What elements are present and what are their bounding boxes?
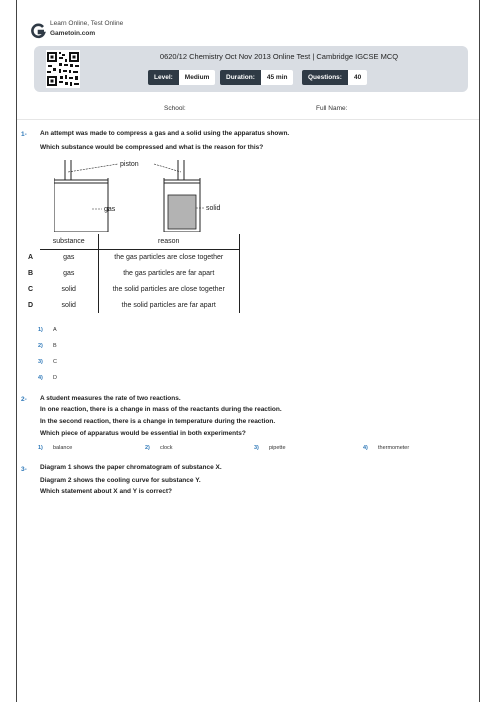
- gas-container: [54, 160, 108, 232]
- question-2-number: 2-: [21, 396, 27, 403]
- qr-code-icon: [46, 50, 80, 88]
- level-value: Medium: [179, 70, 216, 85]
- questions-value: 40: [348, 70, 367, 85]
- table-cell: A: [28, 253, 34, 261]
- brand: [30, 20, 230, 42]
- solid-label: solid: [206, 205, 221, 212]
- level-label: Level:: [148, 70, 179, 85]
- q2-option-1-number[interactable]: 1): [38, 445, 43, 451]
- table-cell: the gas particles are close together: [98, 249, 240, 265]
- duration-label: Duration:: [220, 70, 261, 85]
- q1-option-3-number[interactable]: 3): [38, 359, 43, 365]
- table-cell: solid: [40, 297, 98, 313]
- school-field[interactable]: School:: [164, 105, 186, 112]
- q2-option-1-text[interactable]: balance: [53, 445, 73, 451]
- table-row: [28, 265, 240, 281]
- table-cell: the solid particles are far apart: [98, 297, 240, 313]
- q1-option-1-number[interactable]: 1): [38, 327, 43, 333]
- table-cell: B: [28, 269, 34, 277]
- question-2-line-2: In one reaction, there is a change in mass of the reactants during the reaction.: [40, 406, 282, 413]
- q1-option-4-number[interactable]: 4): [38, 375, 43, 381]
- table-cell: gas: [40, 249, 98, 265]
- gas-label: gas: [104, 206, 116, 213]
- level-tag: [148, 70, 215, 85]
- table-row: [28, 281, 240, 297]
- question-3-line-3: Which statement about X and Y is correct?: [40, 488, 172, 495]
- piston-label: piston: [120, 161, 139, 168]
- question-2-line-4: Which piece of apparatus would be essential in both experiments?: [40, 430, 246, 437]
- duration-tag: [220, 70, 293, 85]
- question-3-number: 3-: [21, 466, 27, 473]
- test-title: 0620/12 Chemistry Oct Nov 2013 Online Test | Cambridge IGCSE MCQ: [159, 52, 399, 61]
- brand-site: Gametoin.com: [50, 30, 96, 37]
- table-cell: the solid particles are close together: [98, 281, 240, 297]
- q2-option-3-text[interactable]: pipette: [269, 445, 286, 451]
- table-row: [28, 297, 240, 313]
- q1-option-3-text[interactable]: C: [53, 359, 57, 365]
- q1-option-1-text[interactable]: A: [53, 327, 57, 333]
- table-header-row: [28, 234, 240, 249]
- question-1-line-2: Which substance would be compressed and what is the reason for this?: [40, 144, 264, 151]
- q2-option-4-text[interactable]: thermometer: [378, 445, 410, 451]
- question-1-table: [28, 234, 240, 313]
- table-cell: solid: [40, 281, 98, 297]
- divider: [17, 119, 479, 120]
- question-3-line-2: Diagram 2 shows the cooling curve for substance Y.: [40, 477, 201, 484]
- fullname-field[interactable]: Full Name:: [316, 105, 348, 112]
- q1-option-4-text[interactable]: D: [53, 375, 57, 381]
- brand-tagline: Learn Online, Test Online: [50, 20, 124, 27]
- questions-tag: [302, 70, 367, 85]
- question-1-line-1: An attempt was made to compress a gas and a solid using the apparatus shown.: [40, 130, 290, 137]
- q2-option-2-number[interactable]: 2): [145, 445, 150, 451]
- duration-value: 45 min: [261, 70, 294, 85]
- table-cell: D: [28, 301, 34, 309]
- q2-option-4-number[interactable]: 4): [363, 445, 368, 451]
- question-3-line-1: Diagram 1 shows the paper chromatogram of substance X.: [40, 464, 222, 471]
- table-row: [28, 249, 240, 265]
- q1-option-2-number[interactable]: 2): [38, 343, 43, 349]
- table-header: substance: [40, 234, 98, 249]
- table-header: reason: [98, 234, 240, 249]
- table-header: [28, 234, 40, 249]
- question-2-line-3: In the second reaction, there is a change in temperature during the reaction.: [40, 418, 276, 425]
- test-header: [34, 46, 468, 92]
- table-cell: the gas particles are far apart: [98, 265, 240, 281]
- gametoin-logo-icon: [30, 23, 46, 39]
- questions-label: Questions:: [302, 70, 348, 85]
- q2-option-2-text[interactable]: clock: [160, 445, 173, 451]
- table-cell: C: [28, 285, 34, 293]
- q1-option-2-text[interactable]: B: [53, 343, 57, 349]
- compression-apparatus-diagram: [54, 158, 254, 232]
- q2-option-3-number[interactable]: 3): [254, 445, 259, 451]
- page-border: [16, 0, 480, 702]
- question-1-number: 1-: [21, 131, 27, 138]
- table-cell: gas: [40, 265, 98, 281]
- solid-container: [164, 160, 200, 232]
- question-2-line-1: A student measures the rate of two reactions.: [40, 395, 181, 402]
